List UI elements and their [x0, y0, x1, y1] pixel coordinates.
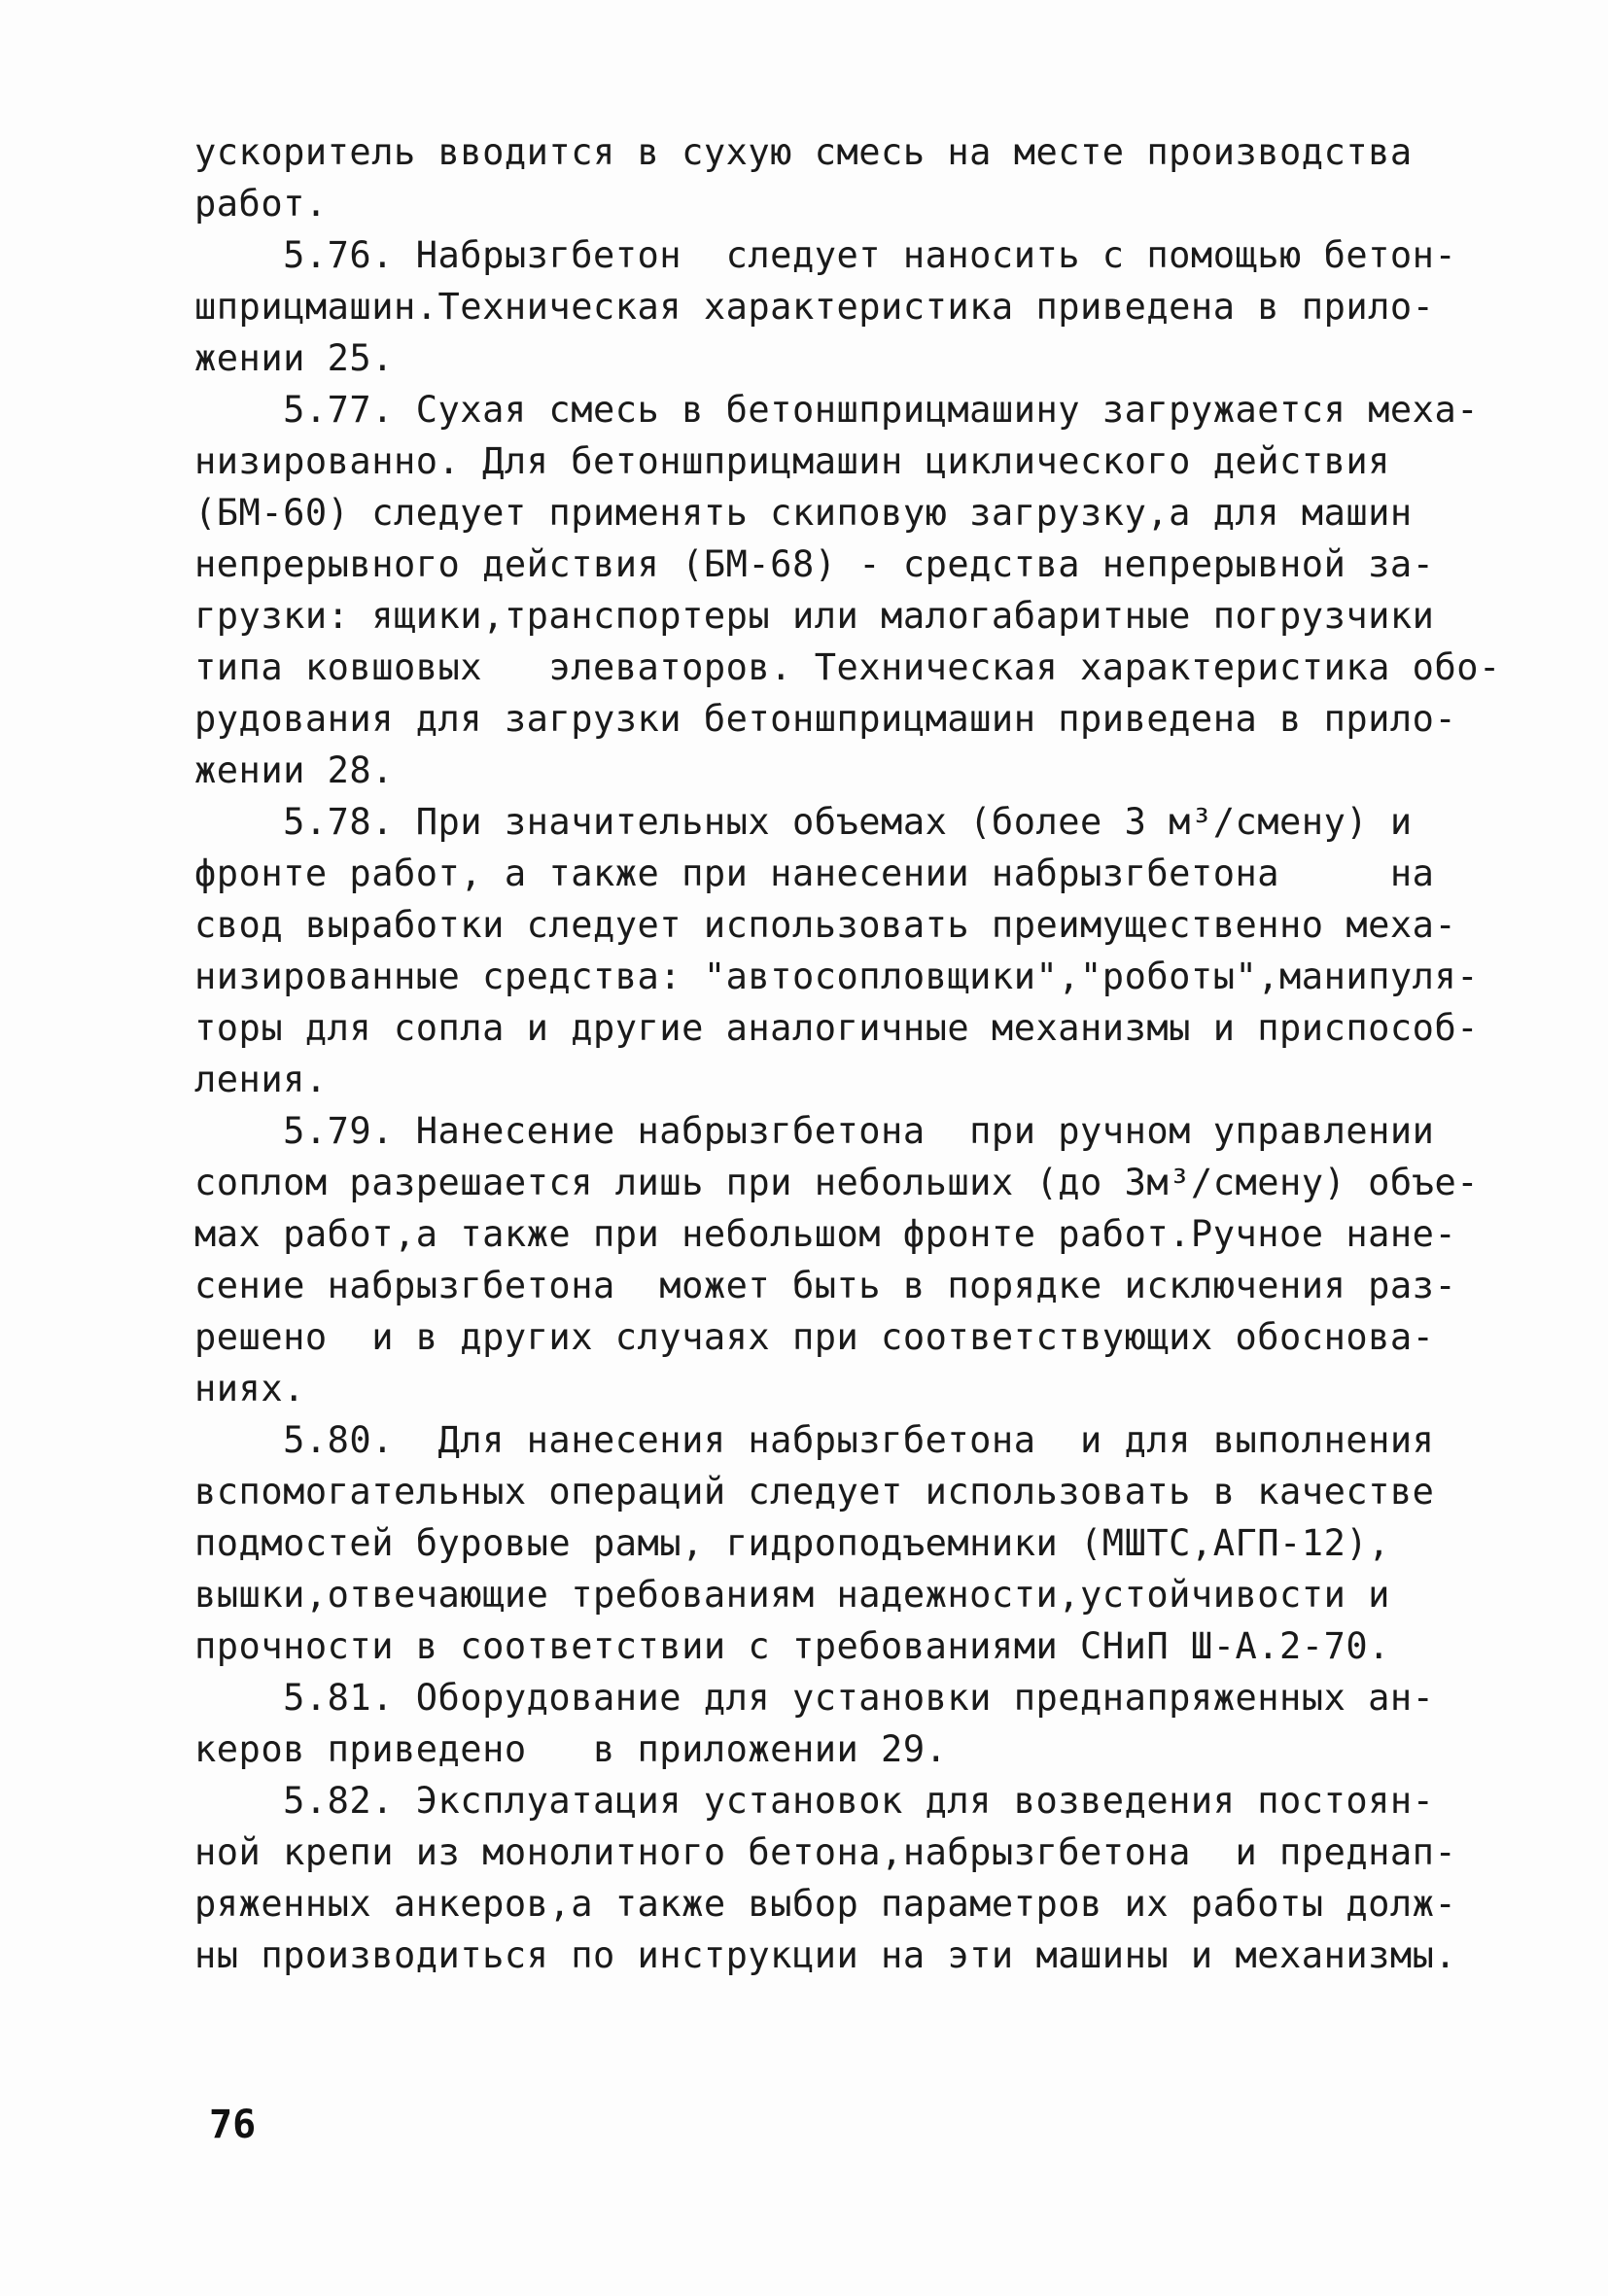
text-line: 5.80. Для нанесения набрызгбетона и для выполнения: [194, 1419, 1435, 1461]
text-line: вышки,отвечающие требованиям надежности,устойчивости и: [194, 1574, 1390, 1616]
text-line: жении 25.: [194, 337, 394, 379]
text-line: рудования для загрузки бетоншприцмашин приведена в прило-: [194, 698, 1457, 740]
text-line: 5.76. Набрызгбетон следует наносить с помощью бетон-: [194, 234, 1457, 276]
text-line: 5.78. При значительных объемах (более 3 м³/смену) и: [194, 801, 1413, 843]
text-line: мах работ,а также при небольшом фронте работ.Ручное нане-: [194, 1213, 1457, 1255]
text-line: грузки: ящики,транспортеры или малогабаритные погрузчики: [194, 595, 1435, 637]
text-line: ряженных анкеров,а также выбор параметров их работы долж-: [194, 1883, 1457, 1925]
text-line: торы для сопла и другие аналогичные механизмы и приспособ-: [194, 1007, 1480, 1049]
text-line: низированно. Для бетоншприцмашин циклического действия: [194, 440, 1390, 482]
text-line: 5.81. Оборудование для установки преднапряженных ан-: [194, 1677, 1435, 1719]
text-line: (БМ-60) следует применять скиповую загрузку,а для машин: [194, 492, 1413, 534]
text-line: решено и в других случаях при соответствующих обоснова-: [194, 1316, 1435, 1358]
text-line: 5.77. Сухая смесь в бетоншприцмашину загружается меха-: [194, 389, 1480, 431]
text-line: низированные средства: "автосопловщики","роботы",манипуля-: [194, 956, 1480, 997]
text-line: керов приведено в приложении 29.: [194, 1728, 948, 1770]
text-line: ны производиться по инструкции на эти машины и механизмы.: [194, 1934, 1457, 1976]
text-line: работ.: [194, 183, 328, 225]
page-number: 76: [209, 2103, 257, 2147]
text-line: подмостей буровые рамы, гидроподъемники (МШТС,АГП-12),: [194, 1522, 1390, 1564]
text-line: сение набрызгбетона может быть в порядке исключения раз-: [194, 1265, 1457, 1306]
text-line: непрерывного действия (БМ-68) - средства непрерывной за-: [194, 543, 1435, 585]
text-line: ускоритель вводится в сухую смесь на месте производства: [194, 131, 1413, 173]
body-text: [194, 126, 1501, 1981]
text-line: свод выработки следует использовать преимущественно меха-: [194, 904, 1457, 946]
text-line: шприцмашин.Техническая характеристика приведена в прило-: [194, 286, 1435, 328]
text-line: 5.79. Нанесение набрызгбетона при ручном управлении: [194, 1110, 1435, 1152]
text-line: соплом разрешается лишь при небольших (до 3м³/смену) объе-: [194, 1162, 1480, 1203]
text-line: 5.82. Эксплуатация установок для возведения постоян-: [194, 1780, 1435, 1822]
text-line: фронте работ, а также при нанесении набрызгбетона на: [194, 852, 1435, 894]
text-line: ления.: [194, 1059, 328, 1100]
text-line: типа ковшовых элеваторов. Техническая характеристика обо-: [194, 646, 1501, 688]
text-line: ниях.: [194, 1368, 305, 1409]
text-line: прочности в соответствии с требованиями СНиП Ш-А.2-70.: [194, 1625, 1390, 1667]
text-line: жении 28.: [194, 749, 394, 791]
text-line: вспомогательных операций следует использовать в качестве: [194, 1471, 1435, 1513]
text-line: ной крепи из монолитного бетона,набрызгбетона и преднап-: [194, 1831, 1457, 1873]
